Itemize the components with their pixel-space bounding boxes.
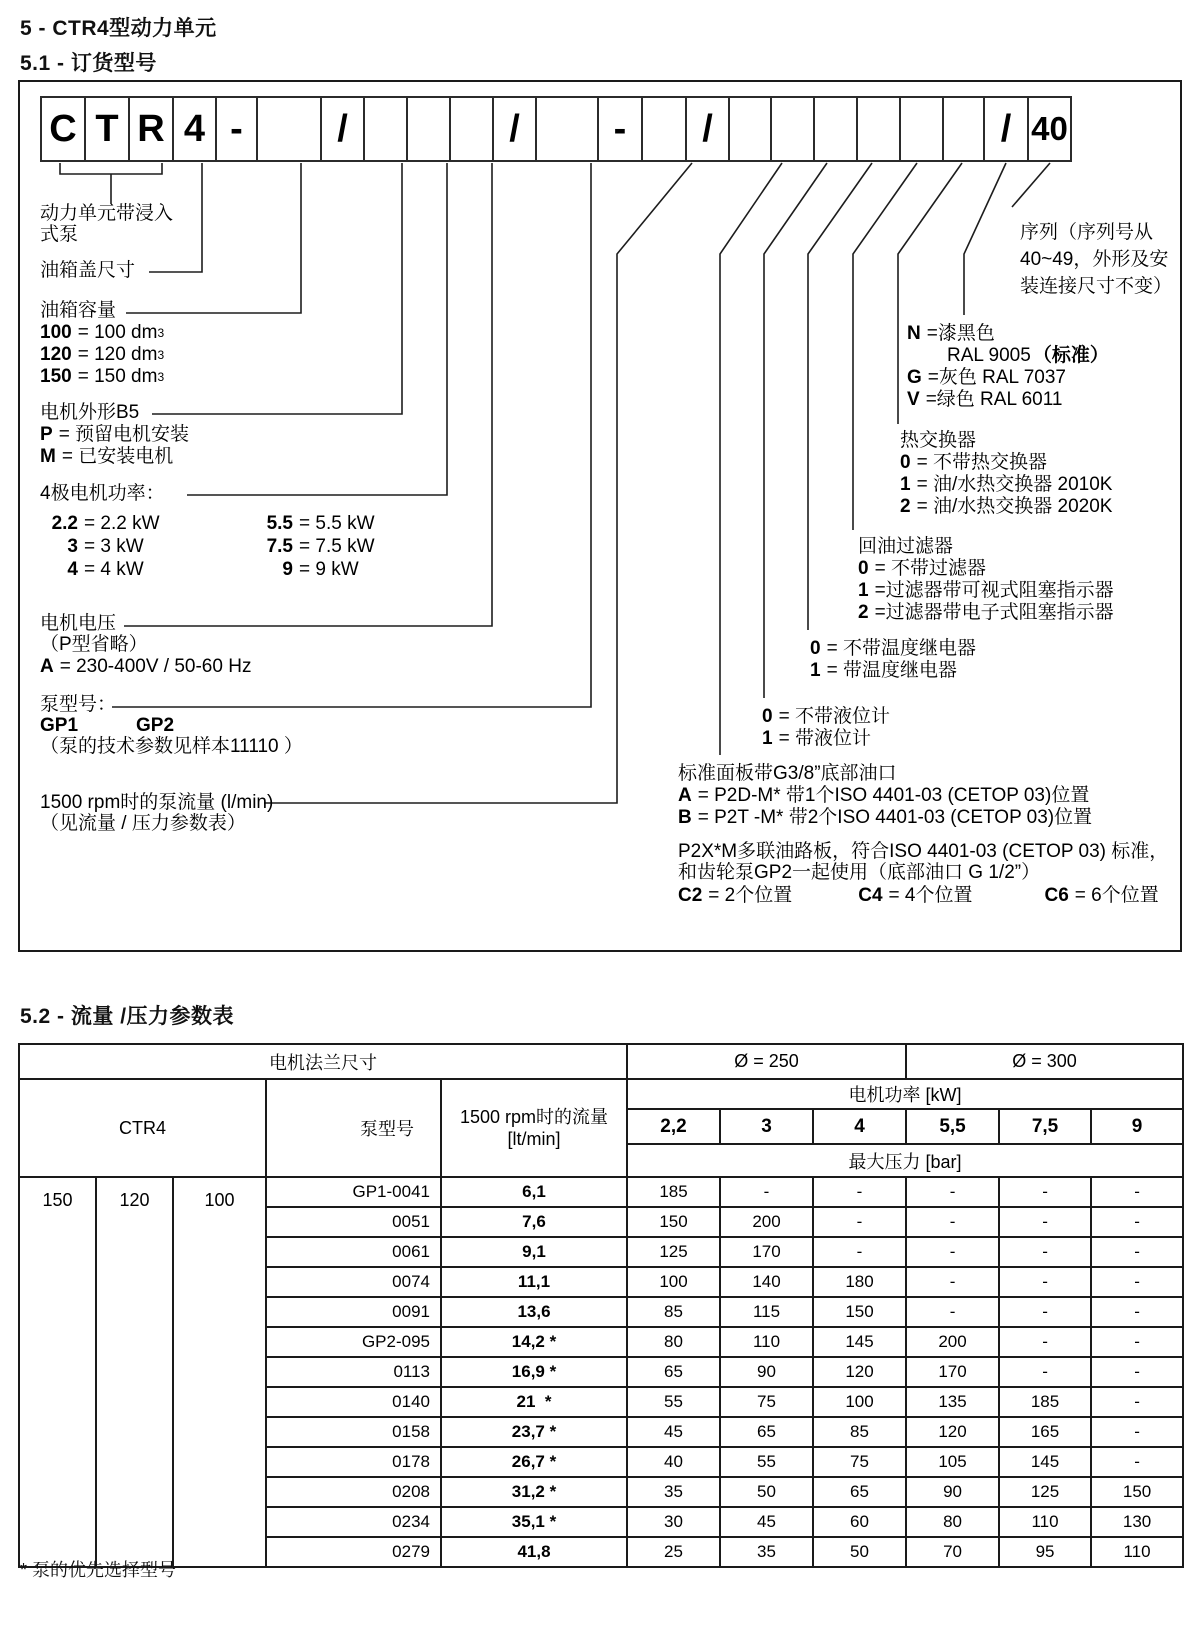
tank-size-cell: 100: [173, 1177, 266, 1567]
code-box-cell: [942, 96, 985, 162]
pump-model-cell: 0074: [266, 1267, 441, 1297]
callout-motor-power: 4极电机功率： 2.2 = 2.2 kW 5.5 = 5.5 kW 3 = 3 kW 7.5 = 7.5 kW 4 = 4 kW 9 = 9 kW: [40, 483, 375, 580]
callout-tank-capacity: 油箱容量 100 = 100 dm 3 120 = 120 dm 3 150 = 150 dm 3: [40, 300, 165, 387]
pressure-value-cell: 80: [906, 1507, 999, 1537]
pressure-value-cell: 170: [720, 1237, 813, 1267]
pressure-value-cell: 30: [627, 1507, 720, 1537]
code-box-cell: [899, 96, 944, 162]
flow-value-cell: 13,6: [441, 1297, 627, 1327]
pressure-value-cell: -: [1091, 1237, 1183, 1267]
motor-power-header: 电机功率 [kW]: [627, 1079, 1183, 1109]
flow-value-cell: 26,7 *: [441, 1447, 627, 1477]
section-5-2-heading: 5.2 - 流量 /压力参数表: [20, 1005, 235, 1028]
pressure-value-cell: 125: [999, 1477, 1091, 1507]
pressure-value-cell: 150: [813, 1297, 906, 1327]
power-value: 7,5: [999, 1109, 1091, 1144]
pressure-value-cell: 100: [813, 1387, 906, 1417]
pressure-value-cell: -: [1091, 1327, 1183, 1357]
pressure-value-cell: 105: [906, 1447, 999, 1477]
callout-panel: 标准面板带G3/8”底部油口 A = P2D-M* 带1个ISO 4401-03 (CETOP 03)位置 B = P2T -M* 带2个ISO 4401-03 (CETOP 03)位置: [678, 763, 1093, 828]
pressure-value-cell: 60: [813, 1507, 906, 1537]
pressure-value-cell: 85: [813, 1417, 906, 1447]
flow-value-cell: 23,7 *: [441, 1417, 627, 1447]
pressure-value-cell: 65: [813, 1477, 906, 1507]
pressure-value-cell: 145: [999, 1447, 1091, 1477]
pressure-value-cell: -: [999, 1237, 1091, 1267]
pressure-value-cell: 110: [720, 1327, 813, 1357]
flow-col-header: 1500 rpm时的流量 [lt/min]: [441, 1079, 627, 1177]
leader-pump-unit: [60, 163, 162, 204]
pressure-value-cell: 110: [999, 1507, 1091, 1537]
flow-table-body: [19, 1177, 1183, 1567]
pressure-value-cell: 165: [999, 1417, 1091, 1447]
pump-model-cell: 0208: [266, 1477, 441, 1507]
callout-pump-unit: 动力单元带浸入 式泵: [40, 203, 174, 245]
code-box-cell: /: [685, 96, 730, 162]
leader-panel: [720, 163, 782, 755]
ordering-code-diagram: [18, 80, 1182, 952]
pressure-value-cell: -: [999, 1177, 1091, 1207]
pressure-value-cell: 185: [627, 1177, 720, 1207]
code-box-cell: T: [84, 96, 130, 162]
code-box-cell: 4: [172, 96, 217, 162]
code-box-cell: [728, 96, 772, 162]
leader-level-gauge: [764, 163, 827, 698]
page-title: 5 - CTR4型动力单元: [20, 17, 217, 40]
flow-value-cell: 21 *: [441, 1387, 627, 1417]
pressure-value-cell: 25: [627, 1537, 720, 1567]
pressure-value-cell: 75: [813, 1447, 906, 1477]
power-value: 9: [1091, 1109, 1183, 1144]
pressure-value-cell: 115: [720, 1297, 813, 1327]
footnote: * 泵的优先选择型号: [20, 1560, 177, 1580]
pressure-value-cell: 40: [627, 1447, 720, 1477]
pressure-value-cell: -: [906, 1297, 999, 1327]
pump-model-cell: 0234: [266, 1507, 441, 1537]
flow-value-cell: 11,1: [441, 1267, 627, 1297]
pump-model-cell: 0061: [266, 1237, 441, 1267]
code-box-cell: [641, 96, 687, 162]
power-value: 3: [720, 1109, 813, 1144]
pressure-value-cell: -: [999, 1207, 1091, 1237]
pressure-value-cell: 150: [1091, 1477, 1183, 1507]
code-box-cell: C: [40, 96, 86, 162]
callout-tank-cover: 油箱盖尺寸: [40, 260, 136, 281]
code-box-cell: [770, 96, 815, 162]
leader-series: [1012, 163, 1050, 207]
table-row: [19, 1177, 1183, 1207]
callout-flow: 1500 rpm时的泵流量 (l/min) （见流量 / 压力参数表）: [40, 792, 274, 834]
pressure-value-cell: 95: [999, 1537, 1091, 1567]
pressure-value-cell: -: [906, 1207, 999, 1237]
flow-value-cell: 6,1: [441, 1177, 627, 1207]
code-box-cell: /: [983, 96, 1029, 162]
power-value: 5,5: [906, 1109, 999, 1144]
code-box-cell: [363, 96, 408, 162]
pressure-value-cell: 50: [813, 1537, 906, 1567]
pressure-value-cell: 55: [720, 1447, 813, 1477]
pressure-value-cell: 120: [813, 1357, 906, 1387]
table-row-flange: [19, 1044, 1183, 1079]
pressure-value-cell: -: [1091, 1417, 1183, 1447]
pressure-value-cell: 140: [720, 1267, 813, 1297]
leader-motor-power: [187, 163, 447, 495]
code-box-cell: [256, 96, 322, 162]
pressure-value-cell: -: [1091, 1267, 1183, 1297]
pressure-value-cell: 180: [813, 1267, 906, 1297]
pressure-value-cell: 35: [627, 1477, 720, 1507]
leader-color: [964, 163, 1006, 315]
pressure-value-cell: 130: [1091, 1507, 1183, 1537]
pump-model-cell: 0091: [266, 1297, 441, 1327]
pressure-value-cell: -: [813, 1177, 906, 1207]
pump-model-cell: GP1-0041: [266, 1177, 441, 1207]
pump-model-cell: 0140: [266, 1387, 441, 1417]
flange-header-cell: 电机法兰尺寸: [19, 1044, 627, 1079]
flow-value-cell: 41,8: [441, 1537, 627, 1567]
code-box-cell: 40: [1027, 96, 1072, 162]
callout-pump-type: 泵型号： GP1 GP2 （泵的技术参数见样本11110 ）: [40, 694, 303, 757]
pump-col-header: 泵型号: [266, 1079, 441, 1177]
pressure-value-cell: 110: [1091, 1537, 1183, 1567]
flow-value-cell: 35,1 *: [441, 1507, 627, 1537]
pump-model-cell: 0178: [266, 1447, 441, 1477]
pressure-value-cell: -: [999, 1327, 1091, 1357]
callout-temp-switch: 0 = 不带温度继电器 1 = 带温度继电器: [810, 638, 976, 681]
tank-size-cell: 120: [96, 1177, 173, 1567]
code-box-cell: [813, 96, 858, 162]
pressure-value-cell: -: [906, 1267, 999, 1297]
callout-heat-exchanger: 热交换器 0 = 不带热交换器 1 = 油/水热交换器 2010K 2 = 油/水热交换器 2020K: [900, 430, 1113, 517]
pressure-value-cell: 200: [906, 1327, 999, 1357]
pressure-value-cell: -: [1091, 1207, 1183, 1237]
flow-value-cell: 7,6: [441, 1207, 627, 1237]
pressure-value-cell: -: [1091, 1447, 1183, 1477]
pressure-value-cell: -: [999, 1357, 1091, 1387]
pressure-value-cell: 125: [627, 1237, 720, 1267]
pressure-value-cell: 200: [720, 1207, 813, 1237]
pressure-value-cell: 80: [627, 1327, 720, 1357]
pump-model-cell: GP2-095: [266, 1327, 441, 1357]
pump-model-cell: 0051: [266, 1207, 441, 1237]
leader-motor-form: [152, 163, 402, 414]
pressure-value-cell: -: [813, 1207, 906, 1237]
pressure-value-cell: 35: [720, 1537, 813, 1567]
pressure-value-cell: 170: [906, 1357, 999, 1387]
code-box-cell: -: [597, 96, 643, 162]
pressure-value-cell: 135: [906, 1387, 999, 1417]
code-box-cell: -: [215, 96, 258, 162]
code-box-cell: /: [320, 96, 365, 162]
flow-value-cell: 14,2 *: [441, 1327, 627, 1357]
max-pressure-header: 最大压力 [bar]: [627, 1144, 1183, 1177]
callout-color: N =漆黑色 RAL 9005 （标准） G =灰色 RAL 7037 V =绿色 RAL 6011: [907, 323, 1109, 410]
pressure-value-cell: 55: [627, 1387, 720, 1417]
pressure-value-cell: -: [906, 1177, 999, 1207]
code-box-cell: /: [492, 96, 537, 162]
callout-manifold: P2X*M多联油路板，符合ISO 4401-03 (CETOP 03) 标准， 和齿轮泵GP2一起使用（底部油口 G 1/2”） C2 = 2个位置 C4 = 4个位置 C6 = 6个位置: [678, 841, 1169, 906]
pressure-value-cell: 145: [813, 1327, 906, 1357]
pressure-value-cell: 45: [627, 1417, 720, 1447]
pressure-value-cell: 75: [720, 1387, 813, 1417]
tank-size-cell: 150: [19, 1177, 96, 1567]
power-value: 4: [813, 1109, 906, 1144]
pressure-value-cell: 185: [999, 1387, 1091, 1417]
callout-voltage: 电机电压 （P型省略） A = 230-400V / 50-60 Hz: [40, 613, 252, 677]
pressure-value-cell: -: [813, 1237, 906, 1267]
pressure-value-cell: 90: [720, 1357, 813, 1387]
ctr4-header-cell: CTR4: [19, 1079, 266, 1177]
pressure-value-cell: -: [1091, 1297, 1183, 1327]
pump-model-cell: 0113: [266, 1357, 441, 1387]
pressure-value-cell: 65: [627, 1357, 720, 1387]
pressure-value-cell: -: [999, 1297, 1091, 1327]
callout-motor-form: 电机外形B5 P = 预留电机安装 M = 已安装电机: [40, 402, 190, 467]
pressure-value-cell: 100: [627, 1267, 720, 1297]
flow-value-cell: 31,2 *: [441, 1477, 627, 1507]
pump-model-cell: 0158: [266, 1417, 441, 1447]
pressure-value-cell: -: [906, 1237, 999, 1267]
pressure-value-cell: 90: [906, 1477, 999, 1507]
pressure-value-cell: -: [1091, 1387, 1183, 1417]
flow-pressure-table: [18, 1043, 1184, 1568]
diameter-300-cell: Ø = 300: [906, 1044, 1183, 1079]
code-box-cell: [856, 96, 901, 162]
pressure-value-cell: -: [720, 1177, 813, 1207]
pressure-value-cell: 45: [720, 1507, 813, 1537]
section-5-1-heading: 5.1 - 订货型号: [20, 52, 157, 75]
code-box-cell: R: [128, 96, 174, 162]
code-box-cell: [406, 96, 451, 162]
callout-series: 序列（序列号从 40~49，外形及安 装连接尺寸不变）: [1020, 222, 1173, 297]
pressure-value-cell: 50: [720, 1477, 813, 1507]
pump-model-cell: 0279: [266, 1537, 441, 1567]
callout-return-filter: 回油过滤器 0 = 不带过滤器 1 =过滤器带可视式阻塞指示器 2 =过滤器带电子式阻塞指示器: [858, 536, 1114, 623]
diameter-250-cell: Ø = 250: [627, 1044, 906, 1079]
table-row-power-header: [19, 1079, 1183, 1109]
pressure-value-cell: 65: [720, 1417, 813, 1447]
pressure-value-cell: 70: [906, 1537, 999, 1567]
pressure-value-cell: -: [1091, 1357, 1183, 1387]
pressure-value-cell: 120: [906, 1417, 999, 1447]
pressure-value-cell: -: [1091, 1177, 1183, 1207]
flow-value-cell: 16,9 *: [441, 1357, 627, 1387]
flow-value-cell: 9,1: [441, 1237, 627, 1267]
code-box-cell: [535, 96, 599, 162]
callout-level-gauge: 0 = 不带液位计 1 = 带液位计: [762, 706, 890, 749]
pressure-value-cell: 85: [627, 1297, 720, 1327]
code-box-cell: [449, 96, 494, 162]
power-value: 2,2: [627, 1109, 720, 1144]
pressure-value-cell: -: [999, 1267, 1091, 1297]
pressure-value-cell: 150: [627, 1207, 720, 1237]
ordering-code-row: [40, 96, 1072, 162]
